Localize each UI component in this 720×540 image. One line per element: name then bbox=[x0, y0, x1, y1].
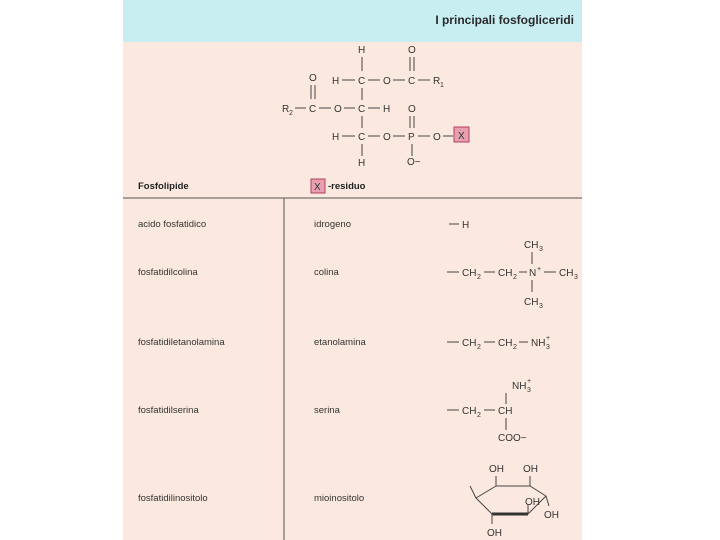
col-phospholipid-header: Fosfolipide bbox=[138, 181, 189, 192]
residue-ethanolamine-structure bbox=[447, 335, 550, 351]
svg-text:CH: CH bbox=[498, 406, 513, 417]
atom-p: P bbox=[408, 132, 415, 143]
atom-c3: C bbox=[358, 132, 366, 143]
x-marker-label: X bbox=[314, 182, 321, 193]
svg-text:N: N bbox=[529, 268, 537, 279]
atom-r2: R bbox=[282, 104, 290, 115]
svg-text:CH: CH bbox=[462, 268, 477, 279]
row-residue-1: idrogeno bbox=[314, 219, 351, 230]
residue-serine-structure bbox=[447, 378, 531, 444]
row-phospholipid-4: fosfatidilserina bbox=[138, 405, 199, 416]
residue-choline-structure bbox=[447, 240, 578, 310]
svg-text:OH: OH bbox=[544, 510, 559, 521]
atom-o-phosphate: O bbox=[383, 132, 391, 143]
atom-h-c1: H bbox=[332, 76, 340, 87]
atom-o-ester1: O bbox=[383, 76, 391, 87]
svg-text:3: 3 bbox=[574, 274, 578, 281]
svg-text:OH: OH bbox=[489, 464, 504, 475]
svg-text:CH: CH bbox=[524, 240, 539, 251]
atom-h-top: H bbox=[358, 45, 366, 56]
row-residue-4: serina bbox=[314, 405, 340, 416]
svg-text:2: 2 bbox=[477, 412, 481, 419]
svg-text:3: 3 bbox=[546, 344, 550, 351]
row-phospholipid-2: fosfatidilcolina bbox=[138, 267, 198, 278]
col-residue-header: -residuo bbox=[328, 181, 366, 192]
svg-text:CH: CH bbox=[559, 268, 574, 279]
svg-text:OH: OH bbox=[525, 497, 540, 508]
svg-text:2: 2 bbox=[513, 344, 517, 351]
svg-text:COO−: COO− bbox=[498, 433, 527, 444]
svg-text:2: 2 bbox=[477, 344, 481, 351]
row-phospholipid-5: fosfatidilinositolo bbox=[138, 493, 208, 504]
svg-text:2: 2 bbox=[513, 274, 517, 281]
svg-text:CH: CH bbox=[462, 406, 477, 417]
row-residue-3: etanolamina bbox=[314, 337, 366, 348]
svg-text:1: 1 bbox=[440, 82, 444, 89]
atom-h-bottom: H bbox=[358, 158, 366, 169]
atom-h-residue: H bbox=[462, 220, 470, 231]
atom-o-ester2: O bbox=[334, 104, 342, 115]
atom-o-minus: O− bbox=[407, 157, 421, 168]
residue-inositol-structure bbox=[470, 464, 559, 539]
row-phospholipid-3: fosfatidiletanolamina bbox=[138, 337, 225, 348]
row-residue-5: mioinositolo bbox=[314, 493, 365, 504]
svg-text:NH: NH bbox=[531, 338, 546, 349]
svg-text:CH: CH bbox=[498, 338, 513, 349]
svg-text:OH: OH bbox=[523, 464, 538, 475]
atom-o-phosphate2: O bbox=[433, 132, 441, 143]
atom-h-c3: H bbox=[332, 132, 340, 143]
atom-c1: C bbox=[358, 76, 366, 87]
atom-o-p-double: O bbox=[408, 104, 416, 115]
svg-text:CH: CH bbox=[462, 338, 477, 349]
svg-text:2: 2 bbox=[289, 110, 293, 117]
svg-text:3: 3 bbox=[527, 387, 531, 394]
row-residue-2: colina bbox=[314, 267, 339, 278]
svg-text:3: 3 bbox=[539, 303, 543, 310]
atom-r1: R bbox=[433, 76, 441, 87]
atom-x: X bbox=[458, 131, 465, 142]
atom-h-c2: H bbox=[383, 104, 391, 115]
atom-o-carbonyl2: O bbox=[309, 73, 317, 84]
svg-text:+: + bbox=[546, 335, 551, 342]
svg-text:+: + bbox=[537, 266, 542, 273]
svg-text:OH: OH bbox=[487, 528, 502, 539]
row-phospholipid-1: acido fosfatidico bbox=[138, 219, 207, 230]
atom-o-carbonyl1: O bbox=[408, 45, 416, 56]
phosphoglyceride-backbone bbox=[282, 45, 469, 169]
atom-c-carbonyl2: C bbox=[309, 104, 317, 115]
svg-text:CH: CH bbox=[498, 268, 513, 279]
residue-hydrogen-structure bbox=[449, 220, 469, 231]
atom-c2: C bbox=[358, 104, 366, 115]
figure-title: I principali fosfogliceridi bbox=[435, 13, 574, 27]
svg-text:3: 3 bbox=[539, 246, 543, 253]
svg-text:NH: NH bbox=[512, 381, 527, 392]
atom-c-carbonyl1: C bbox=[408, 76, 416, 87]
svg-text:+: + bbox=[527, 378, 532, 385]
svg-text:2: 2 bbox=[477, 274, 481, 281]
svg-text:CH: CH bbox=[524, 297, 539, 308]
